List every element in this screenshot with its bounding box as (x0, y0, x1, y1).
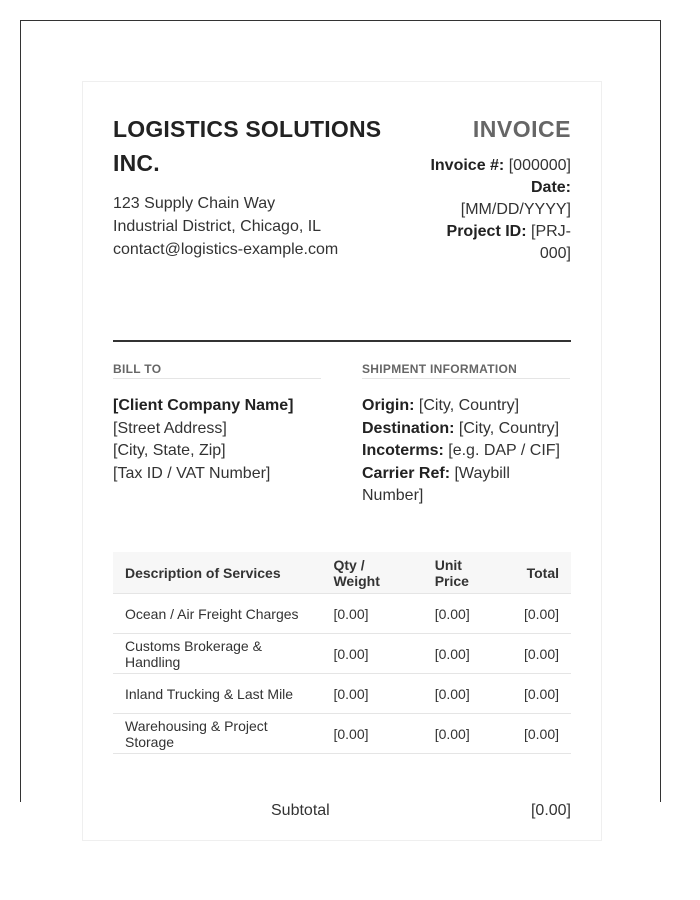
project-value-line1: [PRJ- (531, 223, 571, 240)
table-row (113, 594, 571, 634)
table-row (113, 674, 571, 714)
header-description: Description of Services (113, 552, 321, 594)
company-address-line2: Industrial District, Chicago, IL (113, 218, 322, 235)
subtotal-row (113, 802, 571, 826)
shipment-info-block (362, 362, 570, 508)
row-total: [0.00] (512, 594, 571, 634)
invoice-title: INVOICE (472, 116, 571, 142)
client-name (113, 395, 321, 418)
invoice-date-value: [MM/DD/YYYY] (460, 201, 571, 218)
invoice-number (421, 155, 571, 177)
carrier-label: Carrier Ref: (362, 464, 451, 482)
invoice-project (421, 221, 571, 243)
row-qty-weight: [0.00] (321, 674, 422, 714)
subtotal-value: [0.00] (530, 802, 571, 819)
shipment-info-title: SHIPMENT INFORMATION (362, 362, 570, 379)
origin-label: Origin: (362, 397, 415, 414)
invoice-meta (421, 155, 571, 265)
invoice-header (113, 112, 571, 312)
origin-value: [City, Country] (418, 397, 520, 414)
header-divider (113, 340, 571, 342)
company-address-line1: 123 Supply Chain Way (113, 195, 276, 212)
row-total: [0.00] (512, 714, 571, 754)
row-qty-weight: [0.00] (321, 714, 422, 754)
shipment-carrier (362, 463, 570, 486)
row-qty-weight: [0.00] (321, 634, 422, 674)
shipment-incoterms (362, 440, 570, 463)
carrier-value-line1: [Waybill (454, 464, 510, 482)
client-name-text: [Client Company Name] (113, 397, 294, 414)
services-table (113, 552, 571, 754)
row-unit-price: [0.00] (423, 674, 512, 714)
incoterms-value: [e.g. DAP / CIF] (448, 442, 560, 459)
shipment-info-body (362, 395, 570, 508)
company-name (113, 112, 403, 180)
row-description: Inland Trucking & Last Mile (113, 674, 321, 714)
row-total: [0.00] (512, 634, 571, 674)
invoice-date-label (421, 177, 571, 199)
row-description: Warehousing & Project Storage (113, 714, 321, 754)
header-unit-price: Unit Price (423, 552, 512, 594)
client-tax-id: [Tax ID / VAT Number] (113, 464, 271, 482)
table-header-row (113, 552, 571, 594)
row-total: [0.00] (512, 674, 571, 714)
invoice-page (82, 81, 602, 841)
date-label: Date: (530, 179, 571, 196)
shipment-destination (362, 418, 570, 441)
company-name-line1: LOGISTICS SOLUTIONS (113, 116, 382, 142)
table-row (113, 714, 571, 754)
incoterms-label: Incoterms: (362, 442, 444, 459)
row-description: Customs Brokerage & Handling (113, 634, 321, 674)
bill-to-block (113, 362, 321, 485)
destination-label: Destination: (362, 419, 455, 437)
company-address (113, 192, 403, 261)
bill-to-title: BILL TO (113, 362, 321, 379)
row-unit-price: [0.00] (423, 714, 512, 754)
subtotal-label: Subtotal (271, 802, 330, 819)
project-value-line2: 000] (539, 245, 571, 262)
invoice-number-label: Invoice #: (430, 157, 505, 174)
document-frame (20, 20, 661, 819)
invoice-content (113, 112, 571, 819)
client-city: [City, State, Zip] (113, 442, 226, 459)
row-unit-price: [0.00] (423, 594, 512, 634)
destination-value: [City, Country] (458, 419, 560, 437)
row-qty-weight: [0.00] (321, 594, 422, 634)
company-name-line2: INC. (113, 150, 160, 176)
client-street: [Street Address] (113, 419, 227, 437)
invoice-number-value: [000000] (508, 157, 571, 174)
bill-to-body (113, 395, 321, 485)
row-description: Ocean / Air Freight Charges (113, 594, 321, 634)
project-label: Project ID: (446, 223, 527, 240)
row-unit-price: [0.00] (423, 634, 512, 674)
table-row (113, 634, 571, 674)
company-block (113, 112, 403, 261)
header-qty-weight: Qty / Weight (321, 552, 422, 594)
shipment-origin (362, 395, 570, 418)
header-total: Total (512, 552, 571, 594)
company-email: contact@logistics-example.com (113, 241, 339, 258)
invoice-meta-block (421, 112, 571, 265)
carrier-value-line2: Number] (362, 487, 424, 504)
